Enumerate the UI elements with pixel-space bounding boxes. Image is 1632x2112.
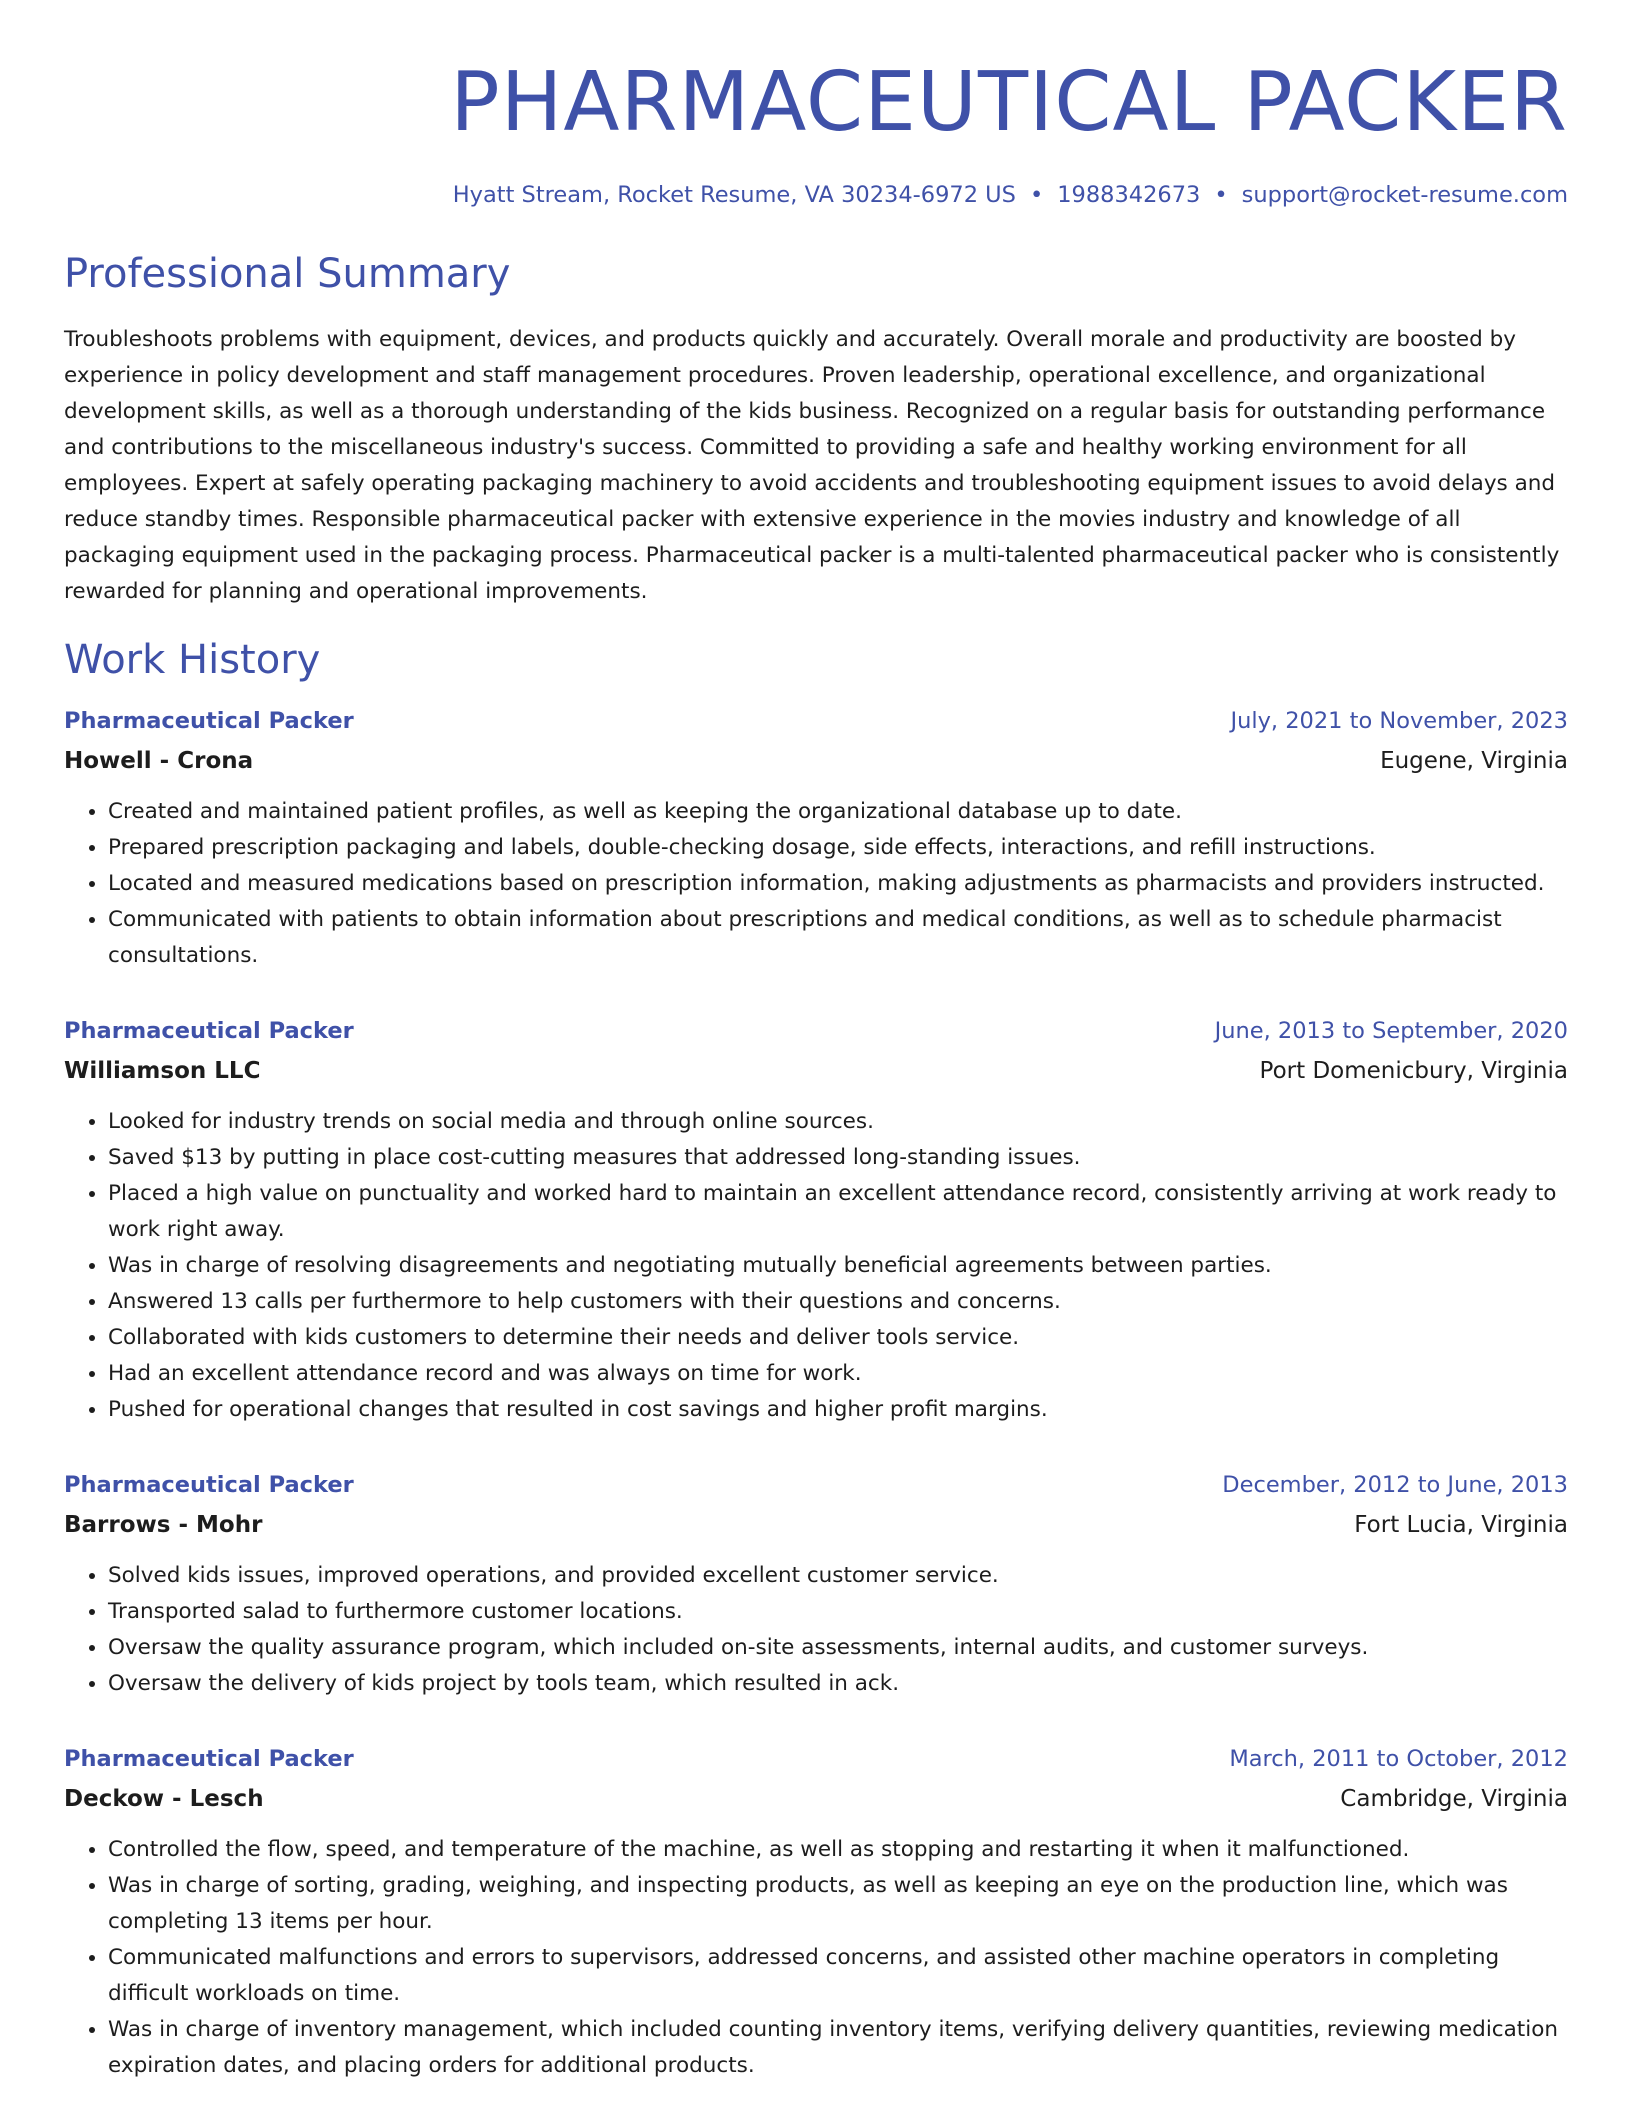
job-duties-list [64,794,1568,974]
job-duty-item: • Created and maintained patient profiles, as well as keeping the organizational database up to date. [108,794,1568,830]
job-duty-item: • Communicated malfunctions and errors to supervisors, addressed concerns, and assisted other machine operators in completing difficult workloads on time. [108,1940,1568,2012]
job-duties-list [64,1832,1568,2084]
resume-page [64,0,1568,2084]
job-title: Pharmaceutical Packer [64,708,354,734]
job-duty-item: • Looked for industry trends on social media and through online sources. [108,1104,1568,1140]
job-entry [64,1018,1568,1428]
job-duty-item: • Placed a high value on punctuality and worked hard to maintain an excellent attendance record, consistently arriving at work ready to work right away. [108,1176,1568,1248]
job-title-row [64,1746,1568,1772]
job-company-row [64,748,1568,774]
job-title: Pharmaceutical Packer [64,1018,354,1044]
work-history-heading: Work History [64,637,321,683]
job-company: Howell - Crona [64,748,254,774]
job-duty-item: • Oversaw the delivery of kids project by tools team, which resulted in ack. [108,1666,1568,1702]
job-duty-item: • Answered 13 calls per furthermore to help customers with their questions and concerns. [108,1284,1568,1320]
job-duty-item: • Saved $13 by putting in place cost-cutting measures that addressed long-standing issues. [108,1140,1568,1176]
job-title-row [64,1018,1568,1044]
job-location: Cambridge, Virginia [1340,1786,1568,1812]
contact-email: support@rocket-resume.com [1241,182,1568,208]
job-title: Pharmaceutical Packer [64,1472,354,1498]
job-duty-item: • Had an excellent attendance record and was always on time for work. [108,1356,1568,1392]
job-dates: March, 2011 to October, 2012 [1229,1746,1568,1772]
job-title-row [64,708,1568,734]
job-duty-item: • Transported salad to furthermore customer locations. [108,1594,1568,1630]
job-entry [64,708,1568,974]
summary-heading: Professional Summary [64,251,511,297]
job-duties-list [64,1104,1568,1428]
job-company-row [64,1512,1568,1538]
job-entry [64,1746,1568,2084]
job-duties-list [64,1558,1568,1702]
job-duty-item: • Pushed for operational changes that resulted in cost savings and higher profit margins. [108,1392,1568,1428]
contact-line [64,182,1568,208]
job-duty-item: • Was in charge of resolving disagreements and negotiating mutually beneficial agreements between parties. [108,1248,1568,1284]
job-company-row [64,1058,1568,1084]
job-dates: July, 2021 to November, 2023 [1230,708,1568,734]
job-company-row [64,1786,1568,1812]
job-title: Pharmaceutical Packer [64,1746,354,1772]
job-duty-item: • Solved kids issues, improved operations, and provided excellent customer service. [108,1558,1568,1594]
job-title-row [64,1472,1568,1498]
contact-separator: • [1029,182,1044,208]
job-entry [64,1472,1568,1702]
job-duty-item: • Communicated with patients to obtain information about prescriptions and medical conditions, as well as to schedule pharmacist consultations. [108,902,1568,974]
resume-name: PHARMACEUTICAL PACKER [450,55,1568,150]
job-duty-item: • Prepared prescription packaging and labels, double-checking dosage, side effects, interactions, and refill instructions. [108,830,1568,866]
job-duty-item: • Controlled the flow, speed, and temperature of the machine, as well as stopping and restarting it when it malfunctioned. [108,1832,1568,1868]
contact-phone: 1988342673 [1057,182,1201,208]
job-location: Eugene, Virginia [1380,748,1568,774]
job-duty-item: • Collaborated with kids customers to determine their needs and deliver tools service. [108,1320,1568,1356]
job-duty-item: • Oversaw the quality assurance program, which included on-site assessments, internal audits, and customer surveys. [108,1630,1568,1666]
job-duty-item: • Was in charge of sorting, grading, weighing, and inspecting products, as well as keeping an eye on the production line, which was completing 13 items per hour. [108,1868,1568,1940]
job-location: Port Domenicbury, Virginia [1259,1058,1568,1084]
job-location: Fort Lucia, Virginia [1354,1512,1568,1538]
job-dates: December, 2012 to June, 2013 [1222,1472,1568,1498]
work-history-list [64,708,1568,2084]
job-company: Williamson LLC [64,1058,261,1084]
job-company: Deckow - Lesch [64,1786,264,1812]
job-duty-item: • Was in charge of inventory management, which included counting inventory items, verifying delivery quantities, reviewing medication expiration dates, and placing orders for additional products. [108,2012,1568,2084]
job-dates: June, 2013 to September, 2020 [1214,1018,1568,1044]
contact-address: Hyatt Stream, Rocket Resume, VA 30234-6972 US [452,182,1016,208]
job-duty-item: • Located and measured medications based on prescription information, making adjustments as pharmacists and providers instructed. [108,866,1568,902]
job-company: Barrows - Mohr [64,1512,263,1538]
summary-text: Troubleshoots problems with equipment, devices, and products quickly and accurately. Overall morale and productivity are boosted by experience in policy development and staff management procedures. Proven leadership, operational excellence, and organizational development skills, as well as a thorough understanding of the kids business. Recognized on a regular basis for outstanding performance and contributions to the miscellaneous industry's success. Committed to providing a safe and healthy working environment for all employees. Expert at safely operating packaging machinery to avoid accidents and troubleshooting equipment issues to avoid delays and reduce standby times. Responsible pharmaceutical packer with extensive experience in the movies industry and knowledge of all packaging equipment used in the packaging process. Pharmaceutical packer is a multi-talented pharmaceutical packer who is consistently rewarded for planning and operational improvements. [64,327,1560,604]
contact-separator: • [1214,182,1228,208]
